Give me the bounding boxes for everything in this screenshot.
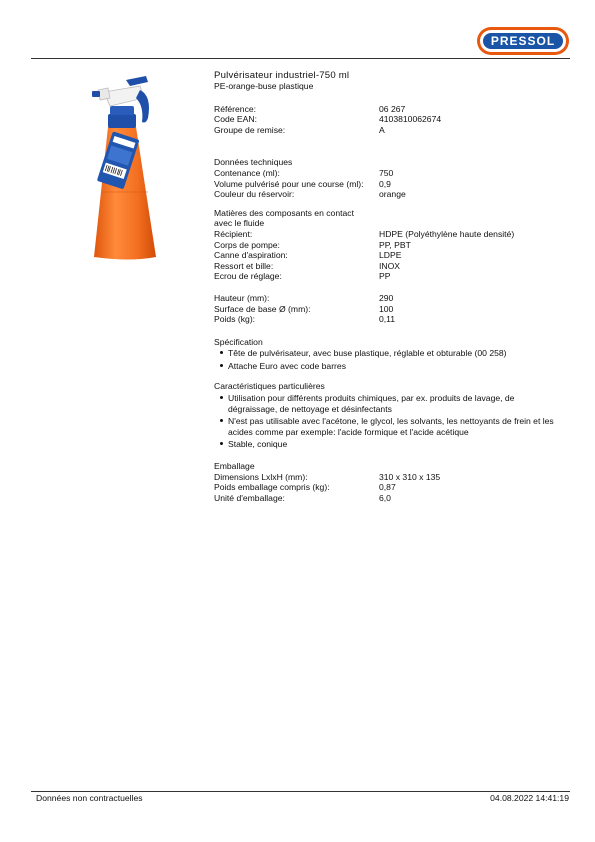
spec-row — [214, 271, 564, 282]
spec-label: Hauteur (mm): — [214, 292, 270, 303]
packaging-section — [214, 472, 564, 504]
footer-divider — [31, 791, 570, 792]
spec-value: 0,11 — [379, 314, 396, 325]
spec-value: HDPE (Polyéthylène haute densité) — [379, 228, 515, 239]
pressol-logo — [477, 27, 569, 55]
spec-row — [214, 293, 564, 304]
specification-list — [214, 348, 564, 371]
spec-row — [214, 168, 564, 179]
product-datasheet — [214, 70, 564, 503]
list-item: Utilisation pour différents produits chimiques, par ex. produits de lavage, de dégraissage, de nettoyage et désinfectants — [214, 393, 564, 414]
spec-row — [214, 250, 564, 261]
spec-label: Ressort et bille: — [214, 260, 274, 271]
spec-row — [214, 314, 564, 325]
header-divider — [31, 58, 570, 59]
spec-row — [214, 304, 564, 315]
bullet-icon — [220, 396, 223, 399]
spec-row — [214, 179, 564, 190]
spec-label: Ecrou de réglage: — [214, 271, 282, 282]
spec-row — [214, 261, 564, 272]
spec-value: 6,0 — [379, 492, 391, 503]
spec-value: 4103810062674 — [379, 114, 442, 125]
list-item: Attache Euro avec code barres — [214, 361, 564, 372]
spec-label: Volume pulvérisé pour une course (ml): — [214, 178, 364, 189]
spec-label: Référence: — [214, 103, 257, 114]
spec-row — [214, 114, 564, 125]
bullet-icon — [220, 442, 223, 445]
spec-value: A — [379, 124, 385, 135]
spec-value: PP — [379, 271, 391, 282]
list-item: Stable, conique — [214, 439, 564, 450]
spec-label: Code EAN: — [214, 114, 257, 125]
spec-row — [214, 482, 564, 493]
spec-label: Corps de pompe: — [214, 239, 280, 250]
spec-label: Récipient: — [214, 228, 253, 239]
product-image-spray-bottle — [90, 72, 168, 262]
spec-label: Poids (kg): — [214, 314, 256, 325]
spec-value: 310 x 310 x 135 — [379, 471, 441, 482]
spec-label: Surface de base Ø (mm): — [214, 303, 311, 314]
footer-disclaimer: Données non contractuelles — [36, 793, 143, 803]
identification-section — [214, 104, 564, 136]
list-item: Tête de pulvérisateur, avec buse plastique, réglable et obturable (00 258) — [214, 348, 564, 359]
spec-row — [214, 229, 564, 240]
technical-section — [214, 168, 564, 200]
spec-value: 100 — [379, 303, 394, 314]
spec-row — [214, 104, 564, 115]
product-title: Pulvérisateur industriel-750 ml — [214, 70, 350, 81]
list-item: N'est pas utilisable avec l'acétone, le glycol, les solvants, les nettoyants de frein et les acides comme par exemple: l'acide formique et l'acide acétique — [214, 416, 564, 437]
section-heading-features: Caractéristiques particulières — [214, 381, 325, 392]
product-subtitle: PE-orange-buse plastique — [214, 81, 314, 91]
spec-row — [214, 125, 564, 136]
spec-value: orange — [379, 189, 406, 200]
spec-row — [214, 472, 564, 483]
spec-label: Canne d'aspiration: — [214, 250, 288, 261]
section-heading-specification: Spécification — [214, 336, 263, 347]
spec-value: 06 267 — [379, 103, 406, 114]
spec-row — [214, 493, 564, 504]
footer-timestamp: 04.08.2022 14:41:19 — [490, 793, 569, 803]
dimensions-section — [214, 293, 564, 325]
bullet-icon — [220, 419, 223, 422]
spec-label: Poids emballage compris (kg): — [214, 482, 330, 493]
spec-value: LDPE — [379, 250, 402, 261]
materials-section — [214, 229, 564, 282]
features-list — [214, 393, 564, 450]
section-heading-materials: Matières des composants en contact avec le fluide — [214, 207, 354, 229]
spec-value: 290 — [379, 292, 394, 303]
spec-label: Couleur du réservoir: — [214, 189, 295, 200]
spec-value: 750 — [379, 167, 394, 178]
spec-label: Groupe de remise: — [214, 124, 286, 135]
bullet-icon — [220, 351, 223, 354]
spec-label: Unité d'emballage: — [214, 492, 285, 503]
spec-row — [214, 240, 564, 251]
spec-value: INOX — [379, 260, 401, 271]
section-heading-packaging: Emballage — [214, 461, 255, 472]
logo-text: PRESSOL — [483, 33, 563, 49]
spec-label: Contenance (ml): — [214, 167, 280, 178]
bullet-icon — [220, 364, 223, 367]
spec-value: PP, PBT — [379, 239, 411, 250]
spec-value: 0,9 — [379, 178, 391, 189]
spec-value: 0,87 — [379, 482, 396, 493]
spec-label: Dimensions LxlxH (mm): — [214, 471, 308, 482]
section-heading-technical: Données techniques — [214, 157, 293, 168]
spec-row — [214, 189, 564, 200]
